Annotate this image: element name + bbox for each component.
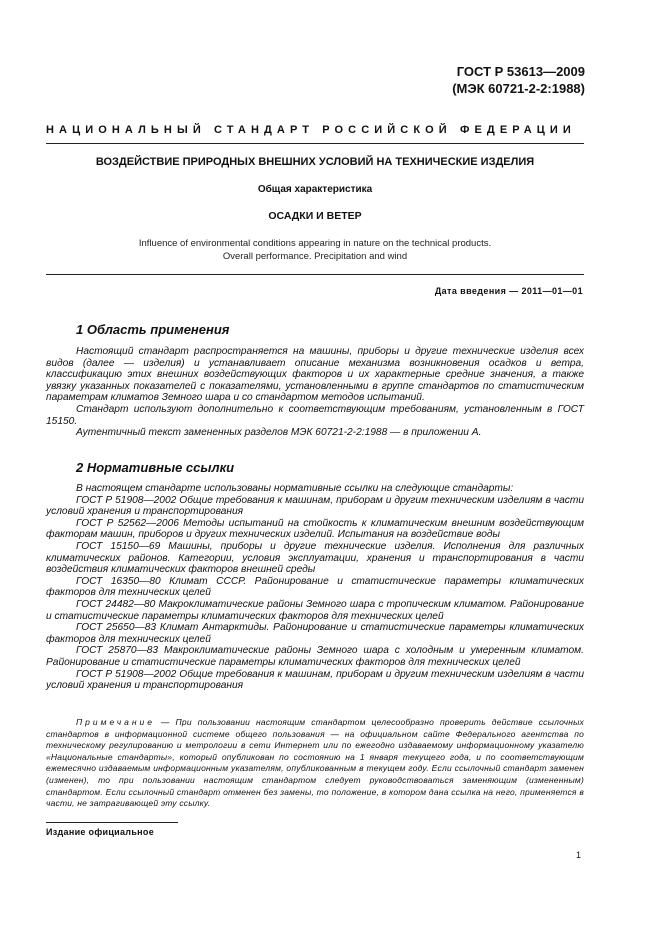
section-1-body: [46, 346, 584, 439]
english-title-line-2: Overall performance. Precipitation and wind: [222, 251, 408, 262]
paragraph: Аутентичный текст замененных разделов МЭК 60721-2-2:1988 — в приложении А.: [76, 427, 482, 439]
edition-label: Издание официальное: [46, 827, 155, 837]
reference-item: ГОСТ 24482—80 Макроклиматические районы Земного шара с тропическим климатом. Районирование и статистические параметры климатических факторов для технических целей: [46, 598, 584, 622]
reference-item: ГОСТ 25870—83 Макроклиматические районы Земного шара с холодным и умеренным климатом. Районирование и статистические параметры климатических факторов для технических целей: [46, 645, 584, 668]
reference-item: ГОСТ 15150—69 Машины, приборы и другие технические изделия. Исполнения для различных климатических районов. Категории, условия эксплуатации, хранения и транспортирования в части воздействия климатических факторов внешней среды: [46, 540, 584, 576]
introduction-date: Дата введения — 2011—01—01: [434, 286, 583, 296]
document-part-title: ОСАДКИ И ВЕТЕР: [268, 210, 362, 222]
national-standard-banner: НАЦИОНАЛЬНЫЙ СТАНДАРТ РОССИЙСКОЙ ФЕДЕРАЦИИ: [46, 124, 576, 136]
document-designation: [452, 63, 585, 97]
document-subtitle: Общая характеристика: [257, 184, 373, 195]
reference-item: ГОСТ Р 51908—2002 Общие требования к машинам, приборам и другим техническим изделиям в части условий хранения и транспортирования: [46, 668, 584, 692]
footer-divider: [46, 822, 178, 823]
reference-item: ГОСТ Р 51908—2002 Общие требования к машинам, приборам и другим техническим изделиям в части условий хранения и транспортирования: [46, 494, 584, 518]
note-lead: Примечание: [76, 717, 155, 727]
reference-item: ГОСТ 25650—83 Климат Антарктиды. Районирование и статистические параметры климатических факторов для технических целей: [46, 622, 584, 645]
document-title: ВОЗДЕЙСТВИЕ ПРИРОДНЫХ ВНЕШНИХ УСЛОВИЙ НА ТЕХНИЧЕСКИЕ ИЗДЕЛИЯ: [95, 156, 535, 168]
reference-item: ГОСТ 16350—80 Климат СССР. Районирование и статистические параметры климатических факторов для технических целей: [46, 575, 584, 599]
reference-item: ГОСТ Р 52562—2006 Методы испытаний на стойкость к климатическим внешним воздействующим факторам машин, приборов и других технических изделий. Испытания на воздействие воды: [46, 517, 584, 541]
english-title: [46, 237, 584, 263]
gost-number: ГОСТ Р 53613—2009: [456, 64, 585, 79]
note-block: [46, 717, 584, 810]
english-title-line-1: Influence of environmental conditions appearing in nature on the technical products.: [138, 238, 492, 249]
paragraph: Стандарт используют дополнительно к соответствующим требованиям, установленным в ГОСТ 15150.: [46, 403, 584, 427]
paragraph: Настоящий стандарт распространяется на машины, приборы и другие технические изделия всех видов (далее — изделия) и устанавливает описание механизма возникновения осадков и ветра, классификацию этих внешних воздействующих факторов и их характерные средние значения, а также увязку указанных показателей с показателями, установленными в группе стандартов по статистическим параметрам климатов Земного шара и со стандартом методов испытаний.: [46, 346, 584, 404]
page-number: 1: [576, 850, 582, 860]
iec-number: (МЭК 60721-2-2:1988): [452, 81, 585, 96]
middle-divider: [46, 274, 584, 275]
note-text: — При пользовании настоящим стандартом целесообразно проверить действие ссылочных стандартов в информационной системе общего пользования — на официальном сайте Федерального агентства по техническому регулированию и метрологии в сети Интернет или по ежегодно издаваемому информационному указателю «Национальные стандарты», который опубликован по состоянию на 1 января текущего года, и по соответствующим ежемесячно издаваемым информационным указателям, опубликованным в текущем году. Если ссылочный стандарт заменен (изменен), то при пользовании настоящим стандартом следует руководствоваться заменяющим (измененным) стандартом. Если ссылочный стандарт отменен без замены, то положение, в котором дана ссылка на него, применяется в части, не затрагивающей эту ссылку.: [46, 717, 585, 809]
top-divider: [46, 143, 584, 144]
paragraph: В настоящем стандарте использованы нормативные ссылки на следующие стандарты:: [76, 483, 514, 494]
section-2-heading: 2 Нормативные ссылки: [76, 460, 235, 475]
section-1-heading: 1 Область применения: [76, 322, 230, 337]
section-2-body: [46, 483, 584, 692]
